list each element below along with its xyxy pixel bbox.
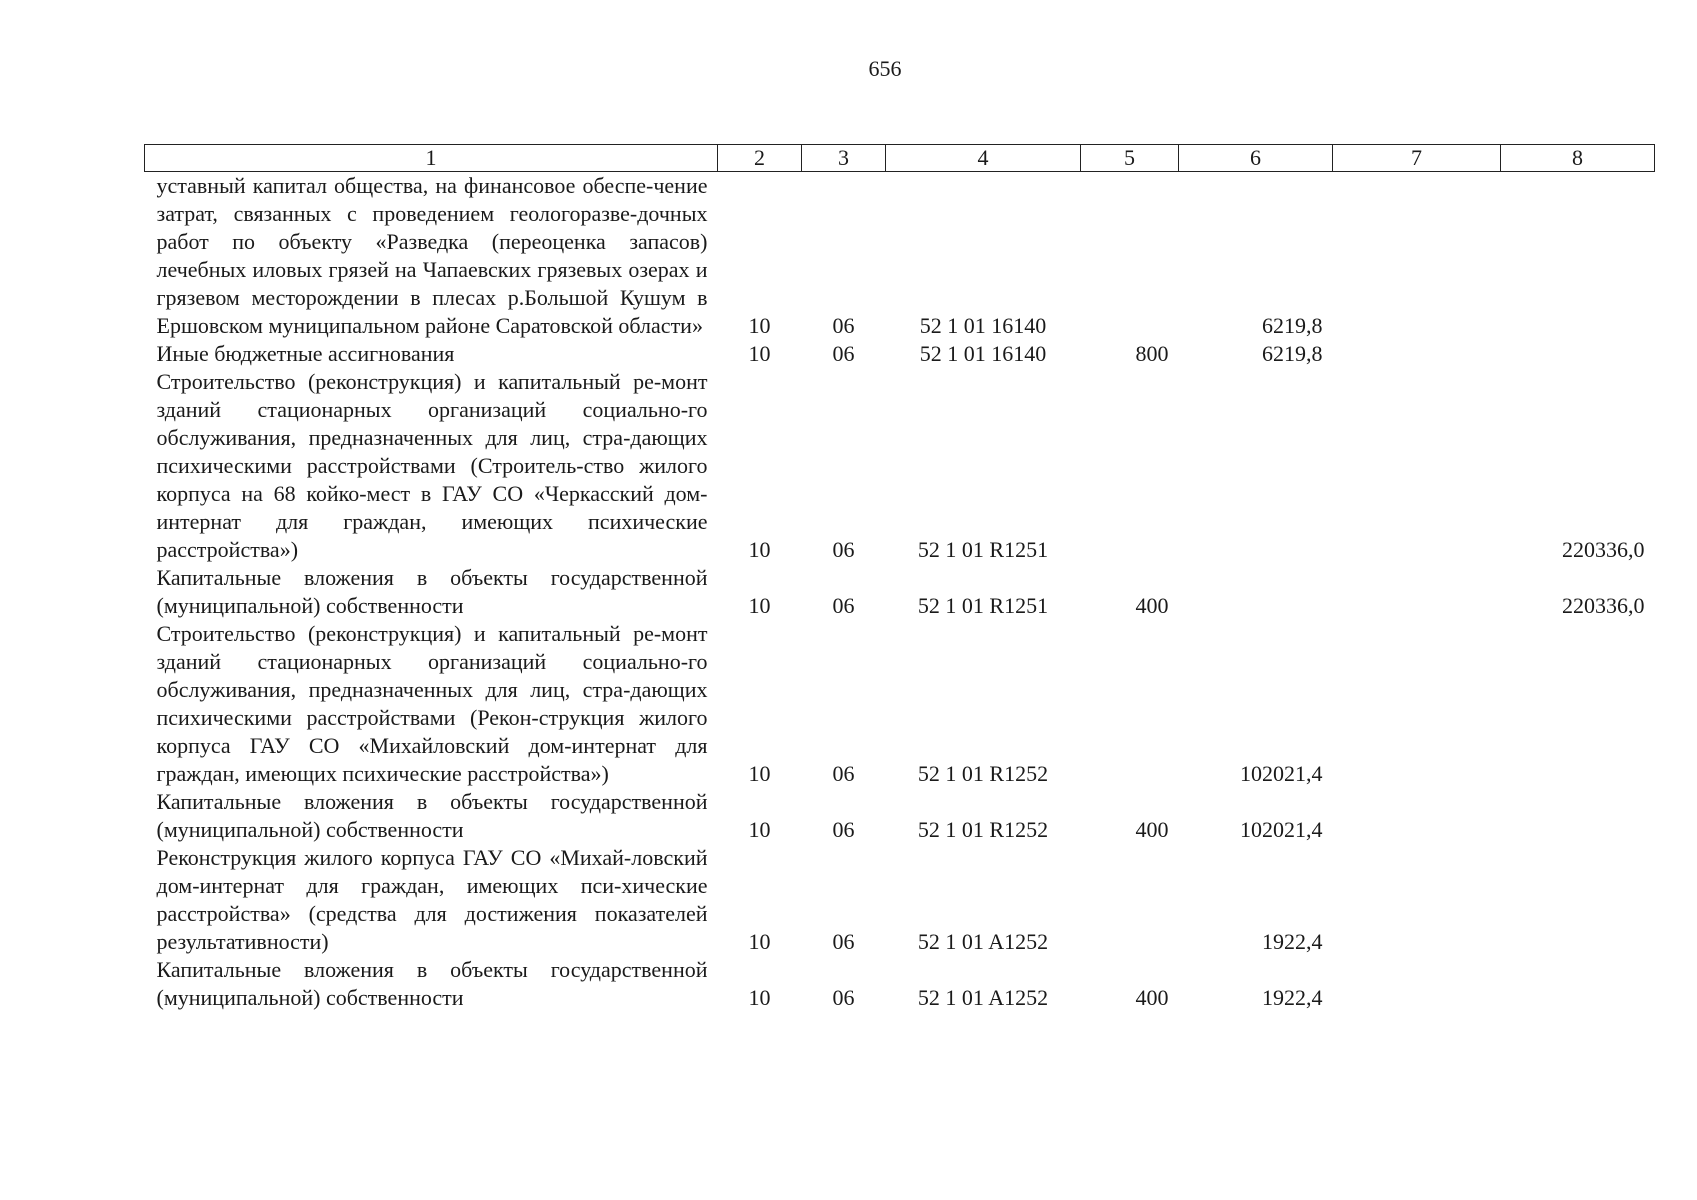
target-article-code: 52 1 01 R1252 [917, 761, 1049, 786]
amount-col-6: 1922,4 [1262, 985, 1323, 1010]
table-body [145, 172, 1655, 1013]
row-description: Капитальные вложения в объекты государственной (муниципальной) собственности [156, 789, 708, 842]
table-row [145, 172, 1655, 341]
subsection-code: 06 [832, 929, 855, 954]
subsection-code: 06 [832, 985, 855, 1010]
amount-col-6: 102021,4 [1240, 761, 1323, 786]
row-description: Капитальные вложения в объекты государственной (муниципальной) собственности [156, 565, 708, 618]
column-header-7: 7 [1333, 145, 1501, 172]
section-code: 10 [748, 537, 771, 562]
subsection-code: 06 [832, 817, 855, 842]
amount-col-8 [1501, 788, 1655, 844]
subsection-code: 06 [832, 341, 855, 366]
amount-col-8: 220336,0 [1562, 593, 1645, 618]
column-header-5: 5 [1081, 145, 1179, 172]
subsection-code: 06 [832, 593, 855, 618]
amount-col-8 [1501, 956, 1655, 1012]
amount-col-8 [1501, 340, 1655, 368]
amount-col-7 [1333, 340, 1501, 368]
expense-type-code [1081, 172, 1179, 341]
expense-type-code: 400 [1135, 817, 1169, 842]
expense-type-code [1081, 844, 1179, 956]
table-row [145, 956, 1655, 1012]
expense-type-code: 400 [1135, 593, 1169, 618]
target-article-code: 52 1 01 A1252 [917, 929, 1049, 954]
target-article-code: 52 1 01 R1251 [917, 537, 1049, 562]
amount-col-6: 1922,4 [1262, 929, 1323, 954]
expense-type-code [1081, 368, 1179, 564]
section-code: 10 [748, 761, 771, 786]
table-row [145, 788, 1655, 844]
section-code: 10 [748, 341, 771, 366]
table-row [145, 340, 1655, 368]
section-code: 10 [748, 929, 771, 954]
expense-type-code [1081, 620, 1179, 788]
page-number: 656 [868, 56, 902, 81]
amount-col-7 [1333, 956, 1501, 1012]
target-article-code: 52 1 01 16140 [919, 341, 1047, 366]
target-article-code: 52 1 01 R1251 [917, 593, 1049, 618]
subsection-code: 06 [832, 313, 855, 338]
table-row [145, 564, 1655, 620]
column-header-8: 8 [1501, 145, 1655, 172]
target-article-code: 52 1 01 A1252 [917, 985, 1049, 1010]
amount-col-6: 6219,8 [1262, 341, 1323, 366]
amount-col-8 [1501, 620, 1655, 788]
expense-type-code: 800 [1135, 341, 1169, 366]
target-article-code: 52 1 01 16140 [919, 313, 1047, 338]
row-description: уставный капитал общества, на финансовое обеспе-чение затрат, связанных с проведением геологоразве-дочных работ по объекту «Разведка (переоценка запасов) лечебных иловых грязей на Чапаевских грязевых озерах и грязевом месторождении в плесах р.Большой Кушум в Ершовском муниципальном районе Саратовской области» [156, 173, 708, 338]
amount-col-6 [1179, 564, 1333, 620]
amount-col-6 [1179, 368, 1333, 564]
amount-col-7 [1333, 172, 1501, 341]
amount-col-8 [1501, 844, 1655, 956]
amount-col-6: 102021,4 [1240, 817, 1323, 842]
section-code: 10 [748, 593, 771, 618]
column-header-2: 2 [718, 145, 802, 172]
target-article-code: 52 1 01 R1252 [917, 817, 1049, 842]
row-description: Капитальные вложения в объекты государственной (муниципальной) собственности [156, 957, 708, 1010]
amount-col-7 [1333, 564, 1501, 620]
expense-type-code: 400 [1135, 985, 1169, 1010]
section-code: 10 [748, 817, 771, 842]
table-row [145, 368, 1655, 564]
budget-table [144, 144, 1655, 1012]
amount-col-7 [1333, 620, 1501, 788]
amount-col-8 [1501, 172, 1655, 341]
column-header-6: 6 [1179, 145, 1333, 172]
column-header-1: 1 [145, 145, 718, 172]
subsection-code: 06 [832, 761, 855, 786]
section-code: 10 [748, 313, 771, 338]
table-row [145, 844, 1655, 956]
section-code: 10 [748, 985, 771, 1010]
amount-col-7 [1333, 788, 1501, 844]
amount-col-7 [1333, 844, 1501, 956]
amount-col-8: 220336,0 [1562, 537, 1645, 562]
table-row [145, 620, 1655, 788]
row-description: Реконструкция жилого корпуса ГАУ СО «Михай-ловский дом-интернат для граждан, имеющих пси-хические расстройства» (средства для достижения показателей результативности) [156, 845, 708, 954]
amount-col-7 [1333, 368, 1501, 564]
amount-col-6: 6219,8 [1262, 313, 1323, 338]
subsection-code: 06 [832, 537, 855, 562]
column-header-3: 3 [802, 145, 886, 172]
row-description: Строительство (реконструкция) и капитальный ре-монт зданий стационарных организаций социально-го обслуживания, предназначенных для лиц, стра-дающих психическими расстройствами (Строитель-ство жилого корпуса на 68 койко-мест в ГАУ СО «Черкасский дом-интернат для граждан, имеющих психические расстройства») [156, 369, 708, 562]
row-description: Иные бюджетные ассигнования [156, 341, 455, 366]
column-header-4: 4 [886, 145, 1081, 172]
row-description: Строительство (реконструкция) и капитальный ре-монт зданий стационарных организаций социально-го обслуживания, предназначенных для лиц, стра-дающих психическими расстройствами (Рекон-струкция жилого корпуса ГАУ СО «Михайловский дом-интернат для граждан, имеющих психические расстройства») [156, 621, 708, 786]
table-header [145, 145, 1655, 172]
